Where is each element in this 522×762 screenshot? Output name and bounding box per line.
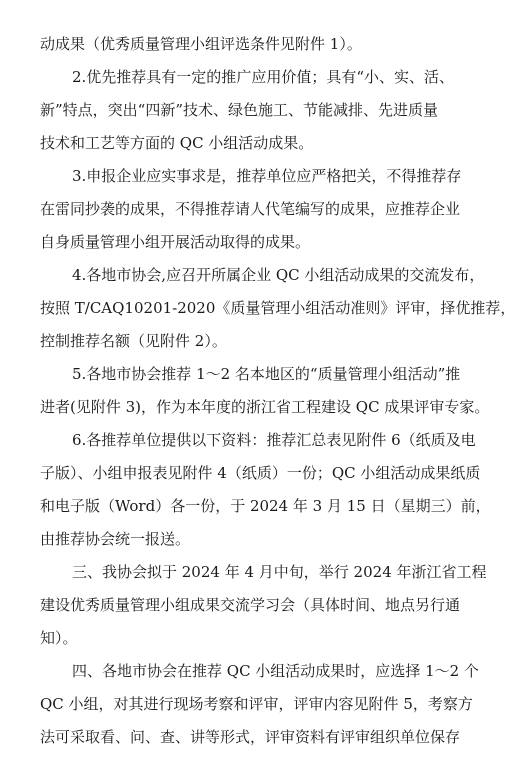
- text-line: 5.各地市协会推荐 1～2 名本地区的“质量管理小组活动”推: [72, 365, 461, 383]
- text-line: 三、我协会拟于 2024 年 4 月中旬，举行 2024 年浙江省工程: [72, 563, 487, 581]
- text-line: 按照 T/CAQ10201-2020《质量管理小组活动准则》评审，择优推荐，: [40, 299, 516, 317]
- text-line: 四、各地市协会在推荐 QC 小组活动成果时，应选择 1～2 个: [72, 662, 479, 680]
- text-line: 4.各地市协会,应召开所属企业 QC 小组活动成果的交流发布，: [72, 266, 485, 284]
- text-line: 和电子版（Word）各一份，于 2024 年 3 月 15 日（星期三）前，: [40, 497, 491, 515]
- text-line: 进者(见附件 3)，作为本年度的浙江省工程建设 QC 成果评审专家。: [40, 398, 490, 416]
- text-line: 在雷同抄袭的成果，不得推荐请人代笔编写的成果，应推荐企业: [40, 200, 461, 218]
- text-line: 子版）、小组申报表见附件 4（纸质）一份；QC 小组活动成果纸质: [40, 464, 481, 482]
- text-line: 建设优秀质量管理小组成果交流学习会（具体时间、地点另行通: [40, 596, 461, 614]
- text-line: 6.各推荐单位提供以下资料：推荐汇总表见附件 6（纸质及电: [72, 431, 476, 449]
- text-line: 2.优先推荐具有一定的推广应用价值；具有“小、实、活、: [72, 68, 454, 86]
- text-line: 3.申报企业应实事求是，推荐单位应严格把关，不得推荐存: [72, 167, 462, 185]
- text-line: 法可采取看、问、查、讲等形式，评审资料有评审组织单位保存: [40, 728, 461, 746]
- text-line: 由推荐协会统一报送。: [40, 530, 191, 548]
- text-line: 动成果（优秀质量管理小组评选条件见附件 1）。: [40, 35, 362, 53]
- text-line: 控制推荐名额（见附件 2）。: [40, 332, 227, 350]
- text-line: 自身质量管理小组开展活动取得的成果。: [40, 233, 311, 251]
- text-line: 新”特点，突出“四新”技术、绿色施工、节能减排、先进质量: [40, 101, 439, 119]
- text-line: 技术和工艺等方面的 QC 小组活动成果。: [40, 134, 314, 152]
- text-line: 知）。: [40, 629, 78, 647]
- text-line: QC 小组，对其进行现场考察和评审，评审内容见附件 5，考察方: [40, 695, 473, 713]
